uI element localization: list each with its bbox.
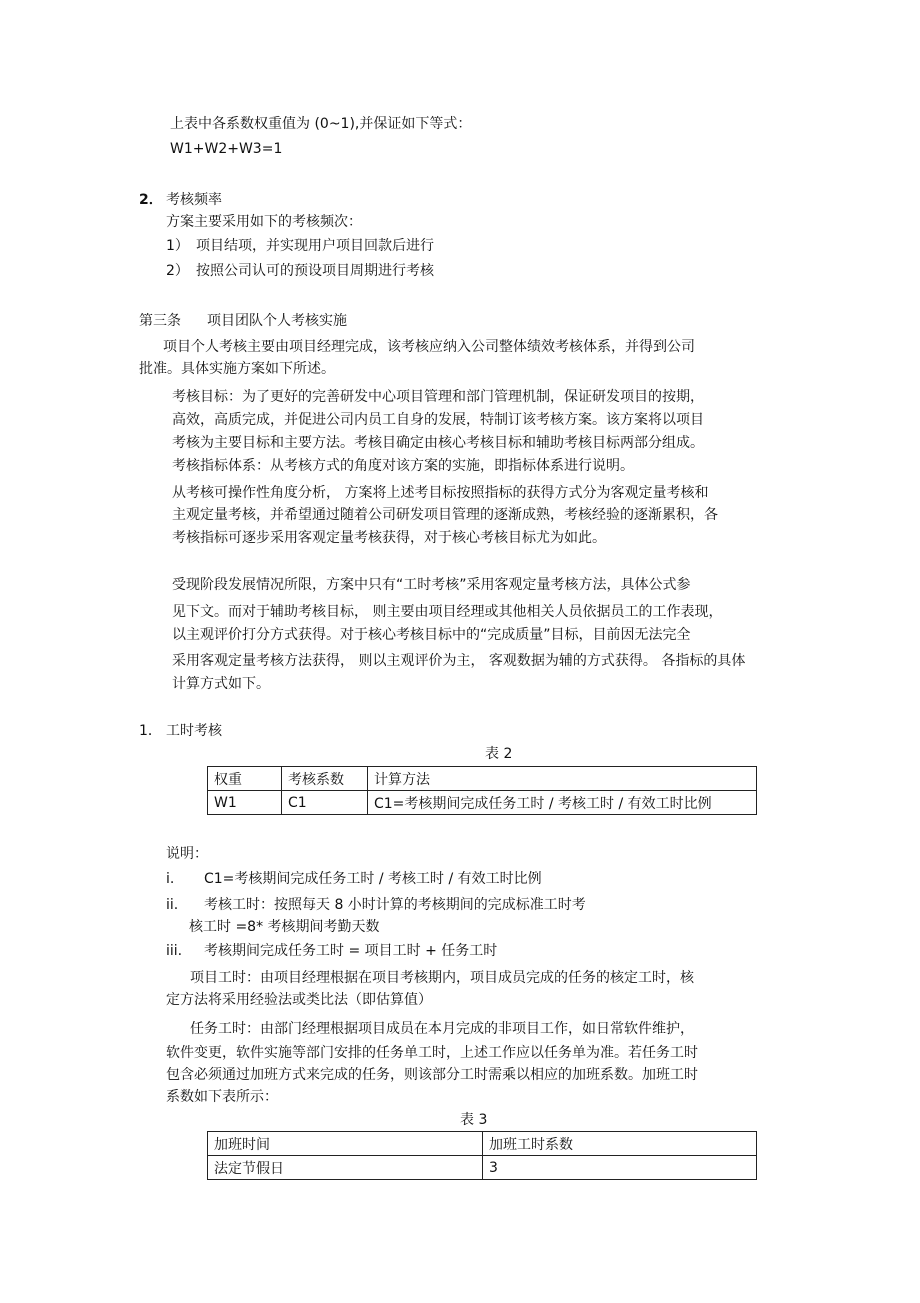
article3-title: 项目团队个人考核实施 bbox=[207, 313, 347, 329]
article3-p3-line: 考核指标可逐步采用客观定量考核获得，对于核心考核目标尤为如此。 bbox=[172, 530, 606, 546]
task-hours-line: 软件变更，软件实施等部门安排的任务单工时，上述工作应以任务单为准。若任务工时 bbox=[166, 1045, 698, 1061]
table3-header-row bbox=[208, 1132, 757, 1156]
article3-p2-line: 考核为主要目标和主要方法。考核目确定由核心考核目标和辅助考核目标两部分组成。 bbox=[172, 435, 704, 451]
table-row bbox=[208, 1156, 757, 1180]
table2-header-cell: 考核系数 bbox=[282, 767, 368, 791]
section2-intro: 方案主要采用如下的考核频次： bbox=[166, 214, 362, 230]
article3-p1-line: 批准。具体实施方案如下所述。 bbox=[139, 361, 335, 377]
article3-p2-line: 考核指标体系：从考核方式的角度对该方案的实施，即指标体系进行说明。 bbox=[172, 458, 634, 474]
project-hours-line: 项目工时：由项目经理根据在项目考核期内，项目成员完成的任务的核定工时，核 bbox=[190, 970, 694, 986]
article3-p4-line: 见下文。而对于辅助考核目标， 则主要由项目经理或其他相关人员依据员工的工作表现， bbox=[172, 604, 723, 620]
section2-item-2-num: 2） bbox=[166, 263, 189, 279]
section2-item-2-text: 按照公司认可的预设项目周期进行考核 bbox=[196, 263, 434, 279]
table2-cell: C1 bbox=[282, 791, 368, 815]
table2-header-cell: 计算方法 bbox=[368, 767, 757, 791]
note-ii-cont: 核工时 =8* 考核期间考勤天数 bbox=[189, 919, 380, 935]
task-hours-line: 包含必须通过加班方式来完成的任务，则该部分工时需乘以相应的加班系数。加班工时 bbox=[166, 1067, 698, 1083]
note-iii-text: 考核期间完成任务工时 = 项目工时 + 任务工时 bbox=[204, 943, 498, 959]
table2-header-cell: 权重 bbox=[208, 767, 282, 791]
section2-item-1-num: 1） bbox=[166, 238, 189, 254]
note-i-text: C1=考核期间完成任务工时 / 考核工时 / 有效工时比例 bbox=[204, 871, 542, 887]
note-ii-num: ii. bbox=[166, 897, 179, 913]
table3 bbox=[207, 1131, 757, 1180]
note-i-num: i. bbox=[166, 871, 175, 887]
table2-header-row bbox=[208, 767, 757, 791]
article3-p1-line: 项目个人考核主要由项目经理完成，该考核应纳入公司整体绩效考核体系，并得到公司 bbox=[163, 339, 695, 355]
article3-p4-line: 计算方式如下。 bbox=[172, 676, 270, 692]
note-iii-num: iii. bbox=[166, 943, 183, 959]
article3-p4-line: 受现阶段发展情况所限，方案中只有“工时考核”采用客观定量考核方法，具体公式参 bbox=[172, 577, 691, 593]
table2 bbox=[207, 766, 757, 815]
notes-heading: 说明： bbox=[166, 846, 208, 862]
article3-p4-line: 以主观评价打分方式获得。对于核心考核目标中的“完成质量”目标，目前因无法完全 bbox=[172, 627, 691, 643]
table3-cell: 法定节假日 bbox=[208, 1156, 483, 1180]
table-row bbox=[208, 791, 757, 815]
article3-p2-line: 高效，高质完成，并促进公司内员工自身的发展，特制订该考核方案。该方案将以项目 bbox=[172, 412, 704, 428]
sub1-title: 工时考核 bbox=[166, 723, 222, 739]
table2-cell: W1 bbox=[208, 791, 282, 815]
table3-caption: 表 3 bbox=[460, 1112, 488, 1128]
article3-p3-line: 从考核可操作性角度分析， 方案将上述考目标按照指标的获得方式分为客观定量考核和 bbox=[172, 485, 709, 501]
weights-note-line: 上表中各系数权重值为 (0~1),并保证如下等式： bbox=[170, 116, 472, 132]
table2-caption: 表 2 bbox=[485, 746, 513, 762]
article3-label: 第三条 bbox=[139, 313, 181, 329]
task-hours-line: 系数如下表所示： bbox=[166, 1089, 278, 1105]
sub1-number: 1． bbox=[139, 723, 162, 739]
table2-cell: C1=考核期间完成任务工时 / 考核工时 / 有效工时比例 bbox=[368, 791, 757, 815]
project-hours-line: 定方法将采用经验法或类比法（即估算值） bbox=[166, 992, 432, 1008]
table3-header-cell: 加班工时系数 bbox=[483, 1132, 757, 1156]
article3-p3-line: 主观定量考核，并希望通过随着公司研发项目管理的逐渐成熟，考核经验的逐渐累积，各 bbox=[172, 507, 718, 523]
section2-title: 考核频率 bbox=[166, 192, 222, 208]
table3-header-cell: 加班时间 bbox=[208, 1132, 483, 1156]
weights-equation: W1+W2+W3=1 bbox=[170, 141, 283, 157]
section2-number: 2． bbox=[139, 192, 163, 208]
section2-item-1-text: 项目结项，并实现用户项目回款后进行 bbox=[196, 238, 434, 254]
table3-cell: 3 bbox=[483, 1156, 757, 1180]
article3-p4-line: 采用客观定量考核方法获得， 则以主观评价为主， 客观数据为辅的方式获得。 各指标的具体 bbox=[172, 653, 746, 669]
task-hours-line: 任务工时：由部门经理根据项目成员在本月完成的非项目工作，如日常软件维护， bbox=[190, 1021, 694, 1037]
note-ii-text: 考核工时：按照每天 8 小时计算的考核期间的完成标准工时考 bbox=[204, 897, 586, 913]
article3-p2-line: 考核目标：为了更好的完善研发中心项目管理和部门管理机制，保证研发项目的按期， bbox=[172, 389, 704, 405]
